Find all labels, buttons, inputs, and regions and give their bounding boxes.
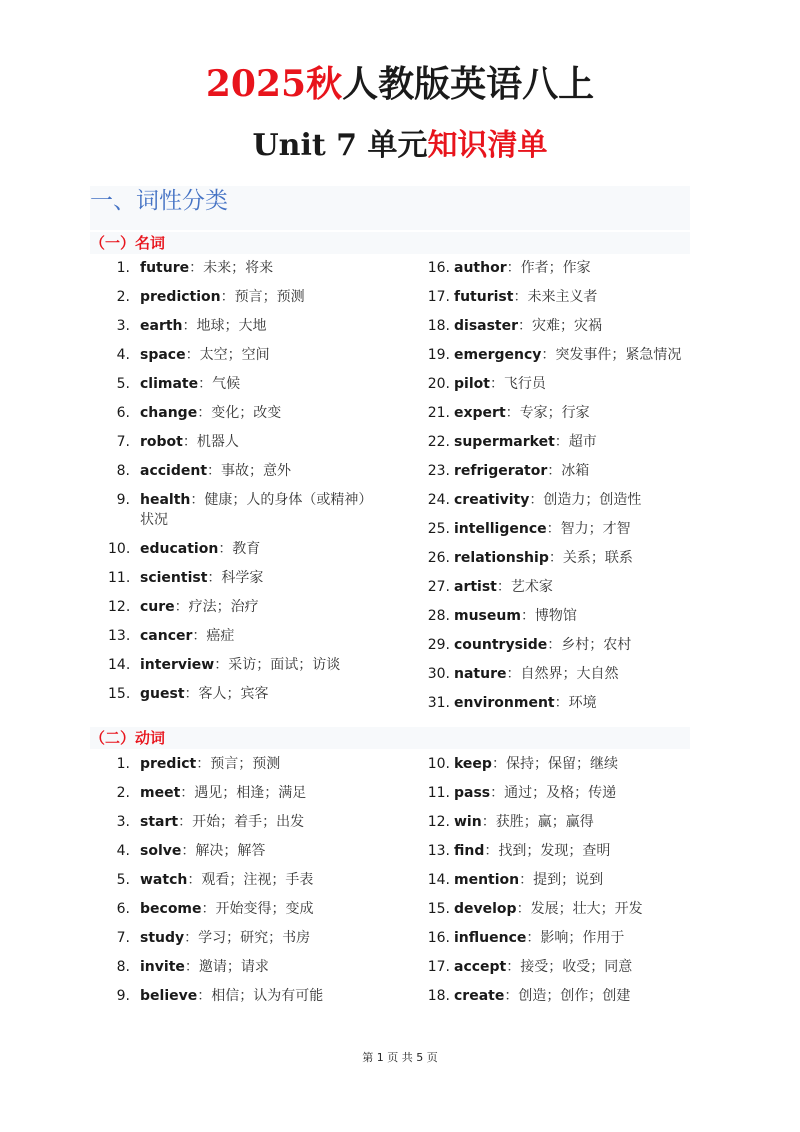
list-item: [420, 754, 618, 774]
item-word: creativity: [454, 492, 530, 508]
item-meaning: ：未来主义者: [513, 289, 598, 305]
item-word: earth: [140, 318, 183, 334]
list-item: [420, 258, 591, 278]
list-item: [108, 316, 267, 336]
item-word: pass: [454, 785, 491, 801]
verbs-heading: （二）动词: [90, 727, 690, 749]
list-item: [108, 568, 263, 588]
list-item: [420, 812, 594, 832]
item-meaning: ：突发事件；紧急情况: [541, 347, 682, 363]
item-meaning: ：艺术家: [496, 579, 553, 595]
list-item: [420, 316, 602, 336]
item-word: watch: [140, 872, 188, 888]
list-item: [420, 899, 643, 919]
item-word: guest: [140, 686, 185, 702]
item-number: 5.: [116, 376, 130, 392]
item-meaning: ：关系；联系: [548, 550, 633, 566]
item-word: scientist: [140, 570, 208, 586]
list-item: [420, 403, 590, 423]
item-number: 7.: [116, 930, 130, 946]
list-item: [420, 957, 632, 977]
item-meaning: ：客人；宾客: [184, 686, 269, 702]
list-item: [420, 519, 631, 539]
item-number: 1.: [116, 260, 130, 276]
item-word: influence: [454, 930, 527, 946]
item-number: 31.: [427, 695, 450, 711]
item-meaning: ：疗法；治疗: [174, 599, 259, 615]
item-meaning: ：太空；空间: [185, 347, 270, 363]
list-item: [420, 606, 577, 626]
item-word: disaster: [454, 318, 519, 334]
list-item: [420, 928, 624, 948]
nouns-heading: （一）名词: [90, 232, 690, 254]
item-meaning: ：超市: [554, 434, 597, 450]
item-meaning: ：通过；及格；传递: [490, 785, 617, 801]
item-number: 8.: [116, 463, 130, 479]
item-word: robot: [140, 434, 183, 450]
item-word: invite: [140, 959, 185, 975]
item-number: 9.: [116, 492, 130, 508]
list-item: [108, 986, 323, 1006]
item-meaning: ：博物馆: [520, 608, 577, 624]
item-meaning: ：飞行员: [489, 376, 546, 392]
item-number: 6.: [116, 405, 130, 421]
item-meaning: ：机器人: [182, 434, 239, 450]
list-item: [108, 684, 269, 704]
list-item: [420, 490, 641, 510]
item-number: 10.: [108, 541, 131, 557]
item-word: prediction: [140, 289, 221, 305]
list-item: [108, 597, 259, 617]
item-word: meet: [140, 785, 181, 801]
item-meaning: ：获胜；赢；赢得: [481, 814, 594, 830]
item-number: 7.: [116, 434, 130, 450]
item-word: futurist: [454, 289, 514, 305]
list-item: [420, 870, 603, 890]
item-meaning: ：预言；预测: [196, 756, 281, 772]
list-item: [420, 664, 618, 684]
document-title: [0, 62, 800, 106]
item-meaning: ：专家；行家: [505, 405, 590, 421]
item-meaning: ：影响；作用于: [526, 930, 625, 946]
item-word: interview: [140, 657, 215, 673]
item-word: relationship: [454, 550, 549, 566]
item-number: 12.: [427, 814, 450, 830]
item-word: accident: [140, 463, 208, 479]
list-item: [108, 957, 269, 977]
list-item: [420, 841, 610, 861]
item-word: accept: [454, 959, 507, 975]
item-word: develop: [454, 901, 517, 917]
item-number: 16.: [427, 260, 450, 276]
list-item: [108, 374, 240, 394]
item-meaning: ：变化；改变: [197, 405, 282, 421]
item-number: 9.: [116, 988, 130, 1004]
item-word: keep: [454, 756, 492, 772]
list-item: [108, 345, 270, 365]
list-item: [108, 841, 265, 861]
item-word: refrigerator: [454, 463, 548, 479]
list-item: [108, 655, 340, 675]
item-number: 17.: [427, 289, 450, 305]
list-item: [420, 287, 597, 307]
item-meaning: ：开始变得；变成: [201, 901, 314, 917]
item-meaning: ：创造力；创造性: [529, 492, 642, 508]
item-meaning: ：教育: [218, 541, 261, 557]
item-number: 13.: [108, 628, 131, 644]
item-word: countryside: [454, 637, 548, 653]
item-word: education: [140, 541, 219, 557]
item-word: supermarket: [454, 434, 555, 450]
item-word: space: [140, 347, 186, 363]
item-meaning: ：未来；将来: [189, 260, 274, 276]
item-meaning: ：采访；面试；访谈: [214, 657, 341, 673]
item-word: find: [454, 843, 485, 859]
item-meaning: ：自然界；大自然: [506, 666, 619, 682]
list-item: [108, 626, 234, 646]
list-item: [108, 928, 310, 948]
list-item: [420, 345, 681, 365]
list-item: [108, 899, 314, 919]
item-meaning: ：气候: [198, 376, 241, 392]
item-word: climate: [140, 376, 199, 392]
item-meaning: ：预言；预测: [220, 289, 305, 305]
item-word: win: [454, 814, 482, 830]
item-word: expert: [454, 405, 506, 421]
item-meaning: ：智力；才智: [546, 521, 631, 537]
list-item: [420, 461, 589, 481]
item-number: 4.: [116, 347, 130, 363]
item-meaning: ：环境: [554, 695, 597, 711]
item-word: environment: [454, 695, 555, 711]
title-season: 秋: [306, 63, 343, 105]
item-number: 5.: [116, 872, 130, 888]
item-number: 14.: [427, 872, 450, 888]
item-word: believe: [140, 988, 198, 1004]
item-meaning-continued: 状况: [140, 512, 168, 528]
item-meaning: ：事故；意外: [207, 463, 292, 479]
item-meaning: ：接受；收受；同意: [506, 959, 633, 975]
list-item: [420, 693, 597, 713]
item-number: 15.: [108, 686, 131, 702]
item-number: 23.: [427, 463, 450, 479]
subtitle-highlight: 知识清单: [427, 128, 548, 163]
item-meaning: ：观看；注视；手表: [187, 872, 314, 888]
page-footer: 第 1 页 共 5 页: [362, 1051, 438, 1064]
list-item: [108, 539, 260, 559]
item-meaning: ：科学家: [207, 570, 264, 586]
item-meaning: ：找到；发现；查明: [484, 843, 611, 859]
item-meaning: ：相信；认为有可能: [197, 988, 324, 1004]
item-meaning: ：地球；大地: [182, 318, 267, 334]
list-item: [108, 812, 304, 832]
item-number: 18.: [427, 318, 450, 334]
item-number: 6.: [116, 901, 130, 917]
item-meaning: ：灾难；灾祸: [518, 318, 603, 334]
item-number: 13.: [427, 843, 450, 859]
subtitle-unit: Unit 7 单元: [252, 128, 428, 163]
section-heading: 一、词性分类: [90, 186, 690, 230]
list-item: [108, 490, 388, 530]
item-number: 27.: [427, 579, 450, 595]
list-item: [420, 577, 553, 597]
item-number: 19.: [427, 347, 450, 363]
item-meaning: ：冰箱: [547, 463, 590, 479]
item-word: pilot: [454, 376, 490, 392]
list-item: [420, 635, 631, 655]
item-number: 11.: [108, 570, 131, 586]
item-word: predict: [140, 756, 197, 772]
list-item: [108, 783, 306, 803]
list-item: [420, 783, 616, 803]
item-meaning: ：学习；研究；书房: [184, 930, 311, 946]
item-meaning: ：创造；创作；创建: [504, 988, 631, 1004]
item-meaning: ：遇见；相逢；满足: [180, 785, 307, 801]
document-subtitle: [0, 124, 800, 168]
item-number: 3.: [116, 318, 130, 334]
list-item: [108, 754, 280, 774]
item-word: create: [454, 988, 505, 1004]
list-item: [420, 548, 633, 568]
item-number: 2.: [116, 785, 130, 801]
item-number: 17.: [427, 959, 450, 975]
list-item: [108, 870, 313, 890]
item-word: change: [140, 405, 198, 421]
item-word: nature: [454, 666, 507, 682]
item-number: 29.: [427, 637, 450, 653]
list-item: [420, 374, 546, 394]
item-meaning: ：保持；保留；继续: [491, 756, 618, 772]
item-number: 25.: [427, 521, 450, 537]
item-number: 11.: [427, 785, 450, 801]
item-meaning: ：发展；壮大；开发: [516, 901, 643, 917]
item-word: health: [140, 492, 191, 508]
list-item: [108, 432, 239, 452]
title-year: 2025: [205, 63, 307, 105]
item-number: 18.: [427, 988, 450, 1004]
item-word: author: [454, 260, 507, 276]
item-word: artist: [454, 579, 497, 595]
item-word: study: [140, 930, 185, 946]
item-number: 4.: [116, 843, 130, 859]
item-number: 26.: [427, 550, 450, 566]
item-word: intelligence: [454, 521, 547, 537]
item-word: mention: [454, 872, 520, 888]
item-number: 1.: [116, 756, 130, 772]
item-word: future: [140, 260, 190, 276]
item-number: 22.: [427, 434, 450, 450]
item-meaning: ：乡村；农村: [547, 637, 632, 653]
item-number: 24.: [427, 492, 450, 508]
item-number: 2.: [116, 289, 130, 305]
item-number: 16.: [427, 930, 450, 946]
item-number: 20.: [427, 376, 450, 392]
list-item: [108, 287, 305, 307]
item-number: 14.: [108, 657, 131, 673]
item-meaning: ：作者；作家: [506, 260, 591, 276]
item-meaning: ：提到；说到: [519, 872, 604, 888]
item-meaning: ：开始；着手；出发: [178, 814, 305, 830]
list-item: [420, 986, 630, 1006]
item-number: 3.: [116, 814, 130, 830]
item-word: emergency: [454, 347, 542, 363]
list-item: [420, 432, 597, 452]
list-item: [108, 258, 273, 278]
item-word: start: [140, 814, 179, 830]
item-meaning: ：健康；人的身体（或精神）: [190, 492, 373, 508]
item-number: 8.: [116, 959, 130, 975]
item-number: 12.: [108, 599, 131, 615]
item-word: cure: [140, 599, 175, 615]
item-meaning: ：解决；解答: [181, 843, 266, 859]
item-meaning: ：癌症: [192, 628, 235, 644]
item-number: 21.: [427, 405, 450, 421]
list-item: [108, 403, 281, 423]
item-number: 10.: [427, 756, 450, 772]
item-number: 30.: [427, 666, 450, 682]
item-number: 28.: [427, 608, 450, 624]
item-word: solve: [140, 843, 182, 859]
item-word: cancer: [140, 628, 193, 644]
item-meaning: ：邀请；请求: [184, 959, 269, 975]
item-word: become: [140, 901, 202, 917]
item-word: museum: [454, 608, 521, 624]
item-number: 15.: [427, 901, 450, 917]
title-rest: 人教版英语八上: [342, 63, 595, 105]
list-item: [108, 461, 291, 481]
